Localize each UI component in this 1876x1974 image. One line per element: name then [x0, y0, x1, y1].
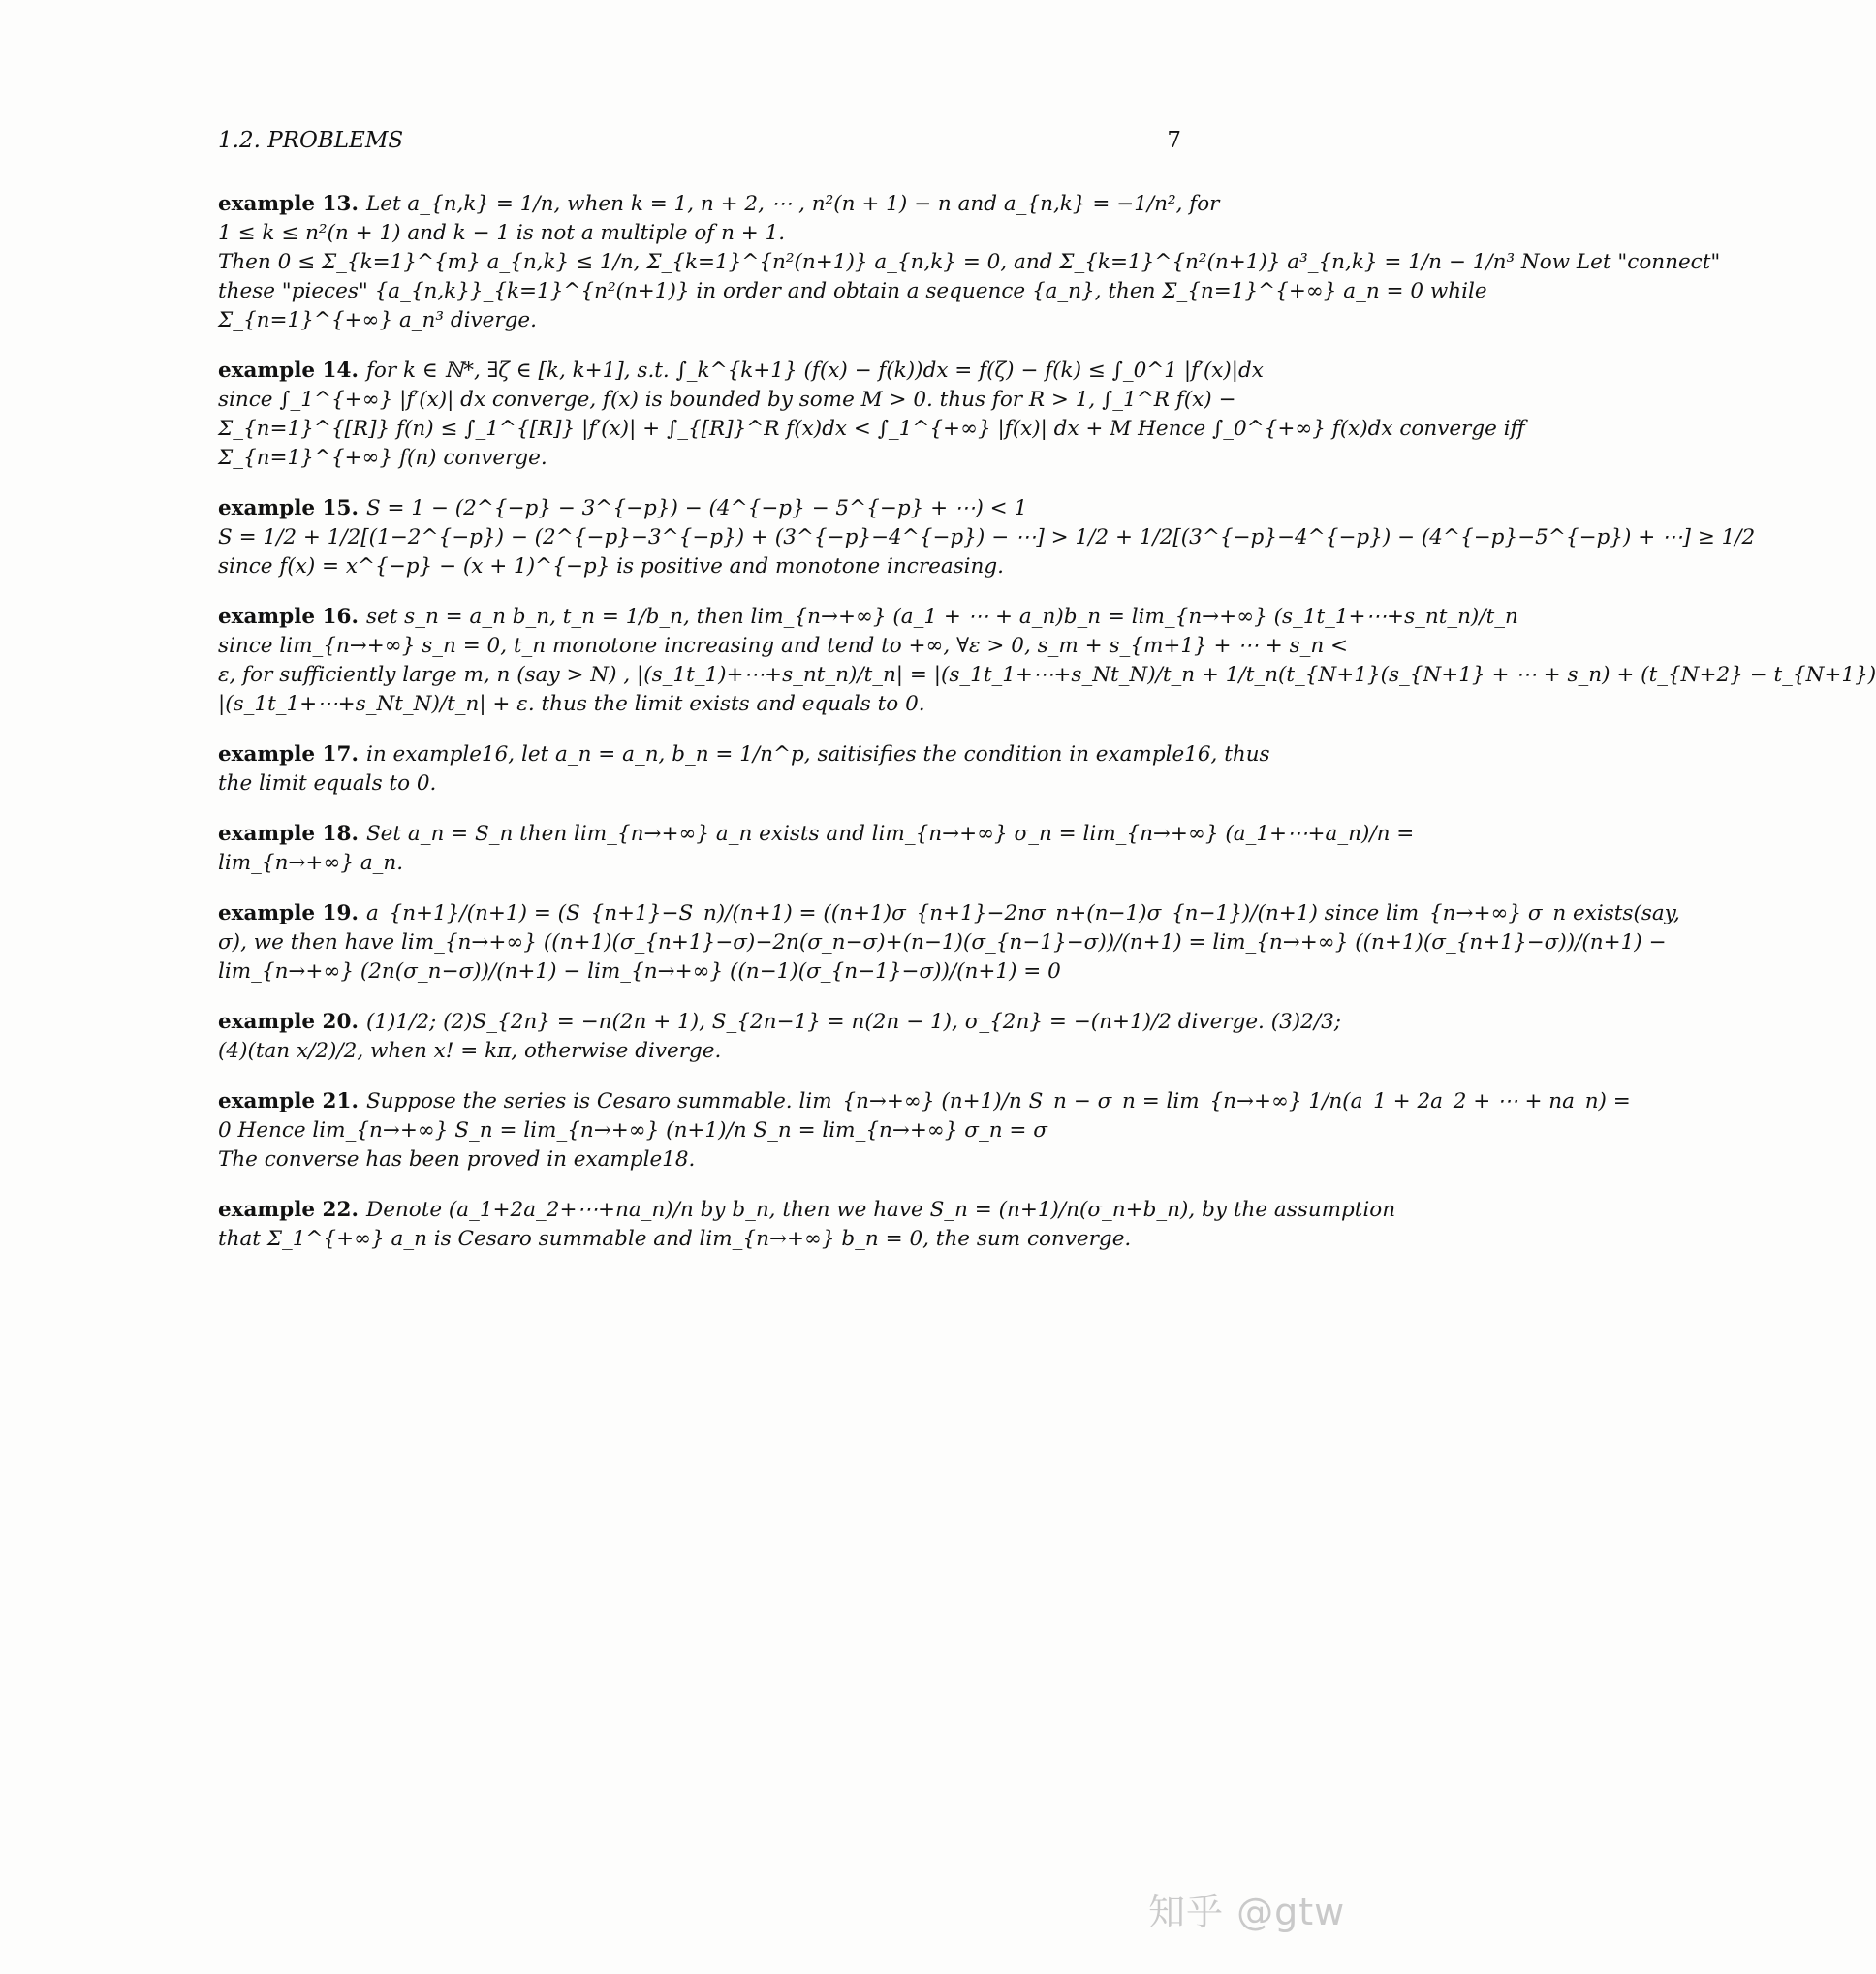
- example-line: [218, 1087, 1631, 1116]
- example-text: set s_n = a_n b_n, t_n = 1/b_n, then lim_{n→+∞} (a_1 + ⋯ + a_n)b_n = lim_{n→+∞} (s_1t_1+⋯+s_nt_n)/t_n: [365, 605, 1518, 629]
- example-line: [218, 552, 1183, 581]
- example-line: [218, 849, 1183, 878]
- example-text: lim_{n→+∞} (2n(σ_n−σ))/(n+1) − lim_{n→+∞} ((n−1)(σ_{n−1}−σ))/(n+1) = 0: [218, 959, 1061, 984]
- example-text: Σ_{n=1}^{+∞} a_n³ diverge.: [218, 308, 537, 332]
- example-text: in example16, let a_n = a_n, b_n = 1/n^p, saitisifies the condition in example16, thus: [365, 742, 1270, 767]
- example-block: [218, 190, 1721, 335]
- example-block: [218, 820, 1415, 878]
- example-text: that Σ_1^{+∞} a_n is Cesaro summable and lim_{n→+∞} b_n = 0, the sum converge.: [218, 1227, 1132, 1251]
- example-text: Suppose the series is Cesaro summable. lim_{n→+∞} (n+1)/n S_n − σ_n = lim_{n→+∞} 1/n(a_1 + 2a_2 + ⋯ + na_n) =: [365, 1089, 1631, 1113]
- example-text: a_{n+1}/(n+1) = (S_{n+1}−S_n)/(n+1) = ((n+1)σ_{n+1}−2nσ_n+(n−1)σ_{n−1})/(n+1) since lim_{n→+∞} σ_n exists(say,: [365, 901, 1680, 925]
- example-line: [218, 248, 1721, 277]
- example-line: [218, 415, 1525, 444]
- example-label: example 21.: [218, 1089, 359, 1113]
- example-line: [218, 1196, 1396, 1225]
- example-label: example 17.: [218, 742, 359, 767]
- example-text: σ), we then have lim_{n→+∞} ((n+1)(σ_{n+1}−σ)−2n(σ_n−σ)+(n−1)(σ_{n−1}−σ))/(n+1) = lim_{n→+∞} ((n+1)(σ_{n+1}−σ))/(n+1) −: [218, 930, 1667, 955]
- example-text: Σ_{n=1}^{[R]} f(n) ≤ ∫_1^{[R]} |f′(x)| + ∫_{[R]}^R f(x)dx < ∫_1^{+∞} |f(x)| dx + M Hence ∫_0^{+∞} f(x)dx converge iff: [218, 417, 1525, 441]
- example-block: [218, 1087, 1631, 1175]
- example-block: [218, 494, 1756, 581]
- example-line: [218, 1116, 1183, 1145]
- example-line: [218, 899, 1680, 928]
- example-line: [218, 306, 1183, 335]
- example-text: these "pieces" {a_{n,k}}_{k=1}^{n²(n+1)} in order and obtain a sequence {a_n}, then Σ_{n=1}^{+∞} a_n = 0 while: [218, 279, 1487, 303]
- example-text: the limit equals to 0.: [218, 771, 437, 796]
- example-text: Set a_n = S_n then lim_{n→+∞} a_n exists and lim_{n→+∞} σ_n = lim_{n→+∞} (a_1+⋯+a_n)/n =: [365, 822, 1415, 846]
- example-label: example 16.: [218, 605, 359, 629]
- example-text: The converse has been proved in example18.: [218, 1147, 696, 1172]
- example-line: [218, 357, 1264, 386]
- example-text: Then 0 ≤ Σ_{k=1}^{m} a_{n,k} ≤ 1/n, Σ_{k=1}^{n²(n+1)} a_{n,k} = 0, and Σ_{k=1}^{n²(n+1)} a³_{n,k} = 1/n − 1/n³ Now Let "connect": [218, 250, 1721, 274]
- example-line: [218, 219, 1183, 248]
- example-line: [218, 820, 1415, 849]
- example-text: Σ_{n=1}^{+∞} f(n) converge.: [218, 446, 547, 470]
- example-line: [218, 494, 1183, 523]
- example-text: 1 ≤ k ≤ n²(n + 1) and k − 1 is not a multiple of n + 1.: [218, 221, 786, 245]
- watermark: 知乎 @gtw: [1148, 1891, 1346, 1933]
- running-header: [218, 128, 1181, 153]
- example-text: S = 1/2 + 1/2[(1−2^{−p}) − (2^{−p}−3^{−p}) + (3^{−p}−4^{−p}) − ⋯] > 1/2 + 1/2[(3^{−p}−4^{−p}) − (4^{−p}−5^{−p}) + ⋯] ≥ 1/2: [218, 525, 1756, 549]
- example-block: [218, 603, 1876, 719]
- example-block: [218, 740, 1270, 799]
- example-text: for k ∈ ℕ*, ∃ζ ∈ [k, k+1], s.t. ∫_k^{k+1} (f(x) − f(k))dx = f(ζ) − f(k) ≤ ∫_0^1 |f′(x)|dx: [365, 359, 1264, 383]
- example-line: [218, 523, 1756, 552]
- example-block: [218, 1008, 1342, 1066]
- example-text: S = 1 − (2^{−p} − 3^{−p}) − (4^{−p} − 5^{−p} + ⋯) < 1: [365, 496, 1028, 520]
- example-block: [218, 357, 1525, 473]
- examples-body: [218, 190, 1876, 1275]
- example-line: [218, 1008, 1342, 1037]
- example-line: [218, 1145, 1183, 1175]
- example-line: [218, 603, 1518, 632]
- example-text: |(s_1t_1+⋯+s_Nt_N)/t_n| + ε. thus the limit exists and equals to 0.: [218, 692, 925, 716]
- example-line: [218, 444, 1183, 473]
- section-title: 1.2. PROBLEMS: [218, 128, 404, 153]
- example-text: since f(x) = x^{−p} − (x + 1)^{−p} is positive and monotone increasing.: [218, 554, 1004, 579]
- example-text: Denote (a_1+2a_2+⋯+na_n)/n by b_n, then we have S_n = (n+1)/n(σ_n+b_n), by the assumption: [365, 1198, 1396, 1222]
- example-text: (4)(tan x/2)/2, when x! = kπ, otherwise diverge.: [218, 1039, 722, 1063]
- example-text: since ∫_1^{+∞} |f′(x)| dx converge, f(x) is bounded by some M > 0. thus for R > 1, ∫_1^R f(x) −: [218, 388, 1236, 412]
- example-text: (1)1/2; (2)S_{2n} = −n(2n + 1), S_{2n−1} = n(2n − 1), σ_{2n} = −(n+1)/2 diverge. (3)2/3;: [365, 1010, 1342, 1034]
- example-line: [218, 386, 1236, 415]
- example-line: [218, 277, 1487, 306]
- page-number: 7: [1167, 128, 1181, 153]
- example-label: example 14.: [218, 359, 359, 383]
- example-block: [218, 1196, 1396, 1254]
- example-line: [218, 632, 1349, 661]
- example-label: example 18.: [218, 822, 359, 846]
- example-label: example 15.: [218, 496, 359, 520]
- example-line: [218, 740, 1270, 769]
- example-line: [218, 957, 1183, 987]
- example-block: [218, 899, 1680, 987]
- example-line: [218, 190, 1220, 219]
- example-text: since lim_{n→+∞} s_n = 0, t_n monotone increasing and tend to +∞, ∀ε > 0, s_m + s_{m+1} + ⋯ + s_n <: [218, 634, 1349, 658]
- example-line: [218, 769, 1183, 799]
- example-line: [218, 928, 1667, 957]
- example-label: example 22.: [218, 1198, 359, 1222]
- example-label: example 20.: [218, 1010, 359, 1034]
- example-line: [218, 690, 1183, 719]
- example-text: Let a_{n,k} = 1/n, when k = 1, n + 2, ⋯ , n²(n + 1) − n and a_{n,k} = −1/n², for: [365, 192, 1220, 216]
- example-text: lim_{n→+∞} a_n.: [218, 851, 404, 875]
- example-line: [218, 661, 1876, 690]
- example-label: example 19.: [218, 901, 359, 925]
- example-line: [218, 1037, 1183, 1066]
- example-text: ε, for sufficiently large m, n (say > N) , |(s_1t_1)+⋯+s_nt_n)/t_n| = |(s_1t_1+⋯+s_Nt_N)/t_n + 1/t_n(t_{N+1}(s_{N+1} + ⋯ + s_n) + (t_{N+2} − t_{N+1}): [218, 663, 1876, 687]
- example-text: 0 Hence lim_{n→+∞} S_n = lim_{n→+∞} (n+1)/n S_n = lim_{n→+∞} σ_n = σ: [218, 1118, 1047, 1143]
- example-line: [218, 1225, 1183, 1254]
- example-label: example 13.: [218, 192, 359, 216]
